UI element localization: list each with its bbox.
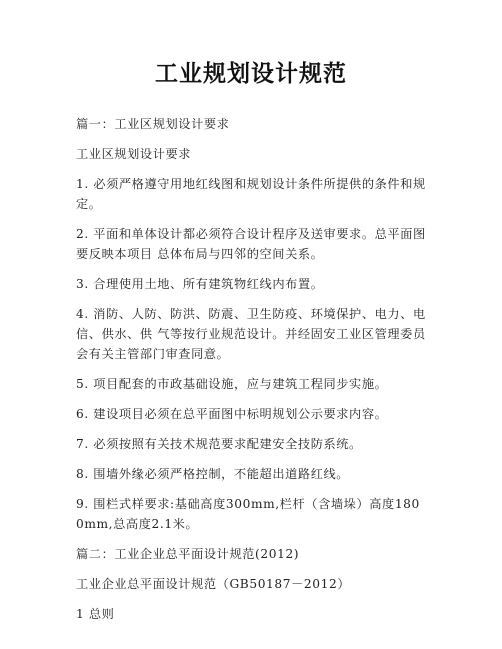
section-heading-1: 篇一：工业区规划设计要求 [76, 117, 230, 131]
document-title: 工业规划设计规范 [155, 61, 347, 87]
standard-title: 工业企业总平面设计规范（GB50187－2012） [76, 577, 351, 591]
list-item-1: 1. 必须严格遵守用地红线图和规划设计条件所提供的条件和规定。 [76, 177, 426, 211]
chapter-heading: 1 总则 [76, 607, 115, 621]
list-item-2: 2. 平面和单体设计都必须符合设计程序及送审要求。总平面图要反映本项目 总体布局与四邻的空间关系。 [76, 227, 426, 261]
list-item-8: 8. 围墙外缘必须严格控制，不能超出道路红线。 [76, 467, 350, 481]
list-item-4: 4. 消防、人防、防洪、防震、卫生防疫、环境保护、电力、电信、供水、供 气等按行业规范设计。并经固安工业区管理委员会有关主管部门审查同意。 [76, 307, 426, 361]
document-body [76, 114, 428, 634]
list-item-3: 3. 合理使用土地、所有建筑物红线内布置。 [76, 277, 324, 291]
list-item-6: 6. 建设项目必须在总平面图中标明规划公示要求内容。 [76, 407, 388, 421]
list-item-7: 7. 必须按照有关技术规范要求配建安全技防系统。 [76, 437, 362, 451]
section-heading-2: 篇二：工业企业总平面设计规范(2012) [76, 547, 300, 561]
list-item-5: 5. 项目配套的市政基础设施，应与建筑工程同步实施。 [76, 377, 388, 391]
subheading: 工业区规划设计要求 [76, 147, 192, 161]
list-item-9: 9. 围栏式样要求:基础高度300mm,栏杆（含墙垛）高度1800mm,总高度2.1米。 [76, 497, 420, 531]
